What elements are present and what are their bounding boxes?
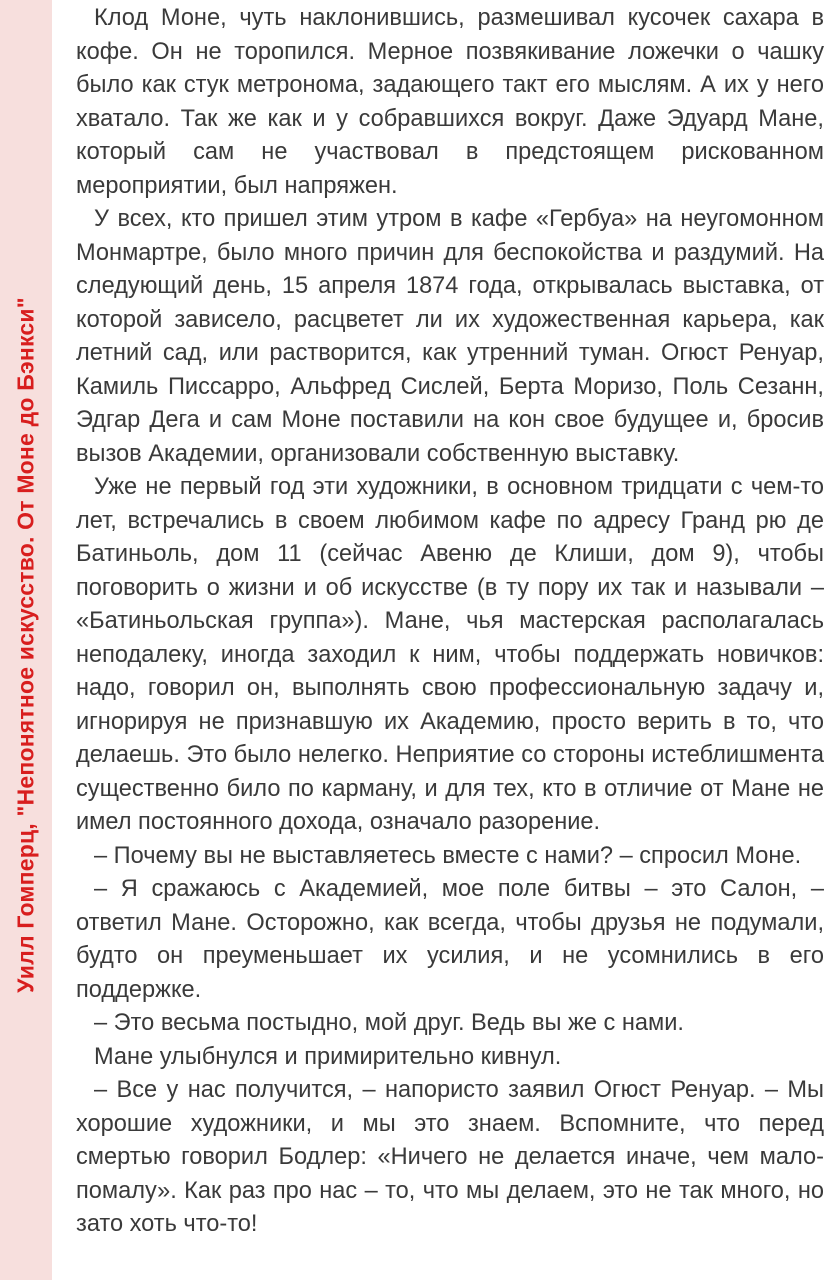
paragraph: У всех, кто пришел этим утром в кафе «Гербуа» на неугомонном Монмартре, было много причин для беспокойства и раздумий. На следующий день, 15 апреля 1874 года, открывалась выставка, от которой зависело, расцветет ли их художественная карьера, как летний сад, или растворится, как утренний туман. Огюст Ренуар, Камиль Писсарро, Альфред Сислей, Берта Моризо, Поль Сезанн, Эдгар Дега и сам Моне поставили на кон свое будущее и, бросив вызов Академии, организовали собственную выставку. xyxy=(76,206,824,467)
book-title-vertical: Уилл Гомперц, "Непонятное искусство. От Моне до Бэнкси" xyxy=(12,297,39,993)
dialogue-line: – Все у нас получится, – напористо заявил Огюст Ренуар. – Мы хорошие художники, и мы это знаем. Вспомните, что перед смертью говорил Бодлер: «Ничего не делается иначе, чем мало-помалу». Как раз про нас – то, что мы делаем, это не так много, но зато хоть что-то! xyxy=(76,1077,824,1237)
dialogue-line: – Это весьма постыдно, мой друг. Ведь вы же с нами. xyxy=(94,1010,684,1036)
paragraph: Мане улыбнулся и примирительно кивнул. xyxy=(94,1043,562,1070)
dialogue-line: – Почему вы не выставляетесь вместе с нами? – спросил Моне. xyxy=(94,842,802,869)
dialogue-line: – Я сражаюсь с Академией, мое поле битвы – это Салон, – ответил Мане. Осторожно, как всегда, чтобы друзья не подумали, будто он преуменьшает их усилия, и не усомнились в его поддержке. xyxy=(76,876,824,1003)
article-text xyxy=(76,2,824,1242)
paragraph: Клод Моне, чуть наклонившись, размешивал кусочек сахара в кофе. Он не торопился. Мерное позвякивание ложечки о чашку было как стук метронома, задающего такт его мыслям. А их у него хватало. Так же как и у собравшихся вокруг. Даже Эдуард Мане, который сам не участвовал в предстоящем рискованном мероприятии, был напряжен. xyxy=(76,5,824,199)
paragraph: Уже не первый год эти художники, в основном тридцати с чем-то лет, встречались в своем любимом кафе по адресу Гранд рю де Батиньоль, дом 11 (сейчас Авеню де Клиши, дом 9), чтобы поговорить о жизни и об искусстве (в ту пору их так и называли – «Батиньольская группа»). Мане, чья мастерская располагалась неподалеку, иногда заходил к ним, чтобы поддержать новичков: надо, говорил он, выполнять свою профессиональную задачу и, игнорируя не признавшую их Академию, просто верить в то, что делаешь. Это было нелегко. Неприятие со стороны истеблишмента существенно било по карману, и для тех, кто в отличие от Мане не имел постоянного дохода, означало разорение. xyxy=(76,474,824,835)
